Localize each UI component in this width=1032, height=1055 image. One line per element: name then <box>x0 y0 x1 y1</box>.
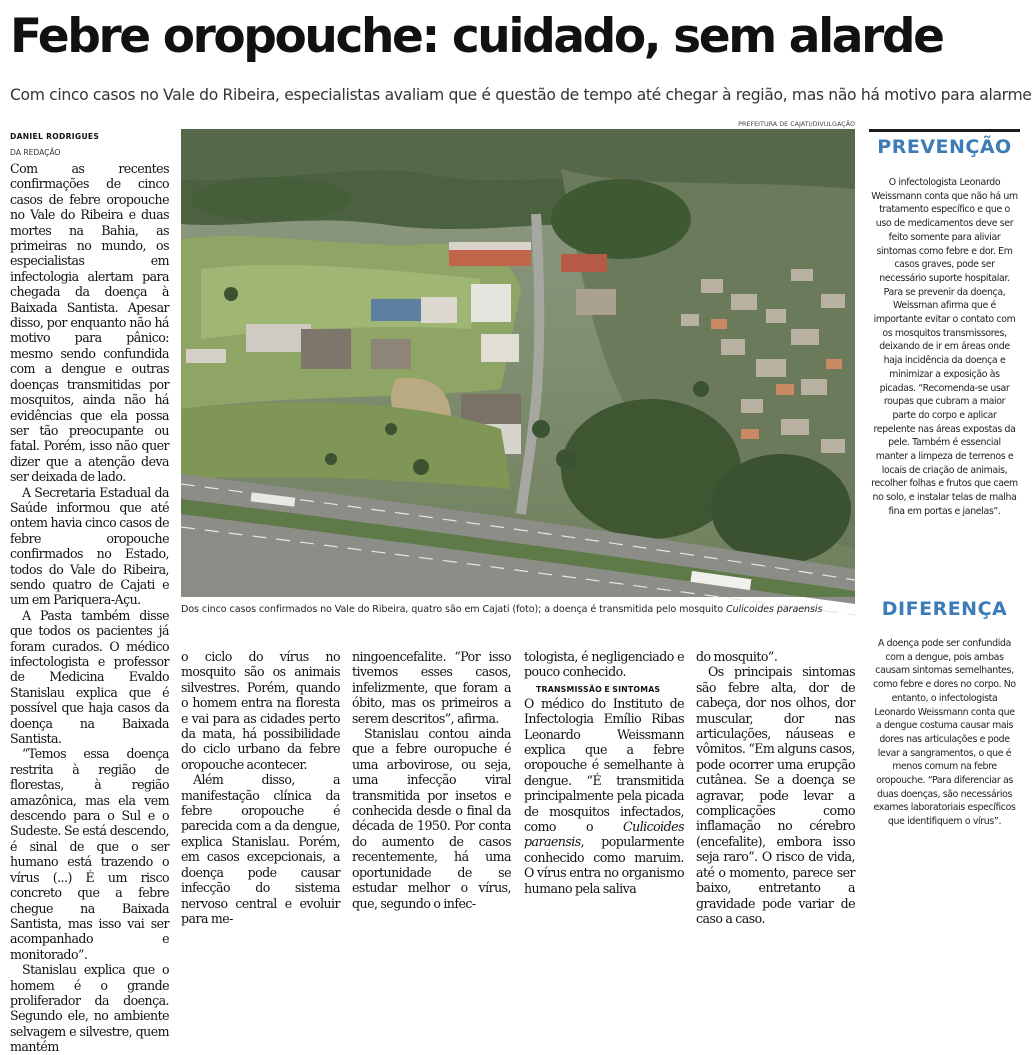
caption-text: Dos cinco casos confirmados no Vale do Ribeira, quatro são em Cajati (foto); a doença é transmitida pelo mosquito <box>181 604 726 615</box>
paragraph: tologista, é negligenciado e pouco conhecido. <box>524 649 684 680</box>
paragraph: A Pasta também disse que todos os pacientes já foram curados. O médico infectologista e professor de Medicina Evaldo Stanislau explica que é possível que haja casos da doença na Baixada Santista. <box>10 607 169 747</box>
article-column-5 <box>696 649 855 926</box>
paragraph: o ciclo do vírus no mosquito são os animais silvestres. Porém, quando o homem entra na floresta e vai para as cidades perto da mata, há possibilidade do ciclo urbano da febre oropouche acontecer. <box>181 649 340 772</box>
article-column-3 <box>352 649 511 911</box>
subheadline: Com cinco casos no Vale do Ribeira, especialistas avaliam que é questão de tempo até chegar à região, mas não há motivo para alarme <box>10 86 1032 104</box>
headline: Febre oropouche: cuidado, sem alarde <box>10 9 943 64</box>
sidebar-title-difference: DIFERENÇA <box>881 598 1008 620</box>
byline: DANIEL RODRIGUES <box>10 132 100 141</box>
article-column-2 <box>181 649 340 926</box>
article-column-1 <box>10 161 169 1055</box>
article-column-4 <box>524 649 684 896</box>
sidebar-box <box>869 129 1020 890</box>
photo-caption <box>181 603 855 617</box>
aerial-photo <box>181 129 855 597</box>
sidebar-title-prevention: PREVENÇÃO <box>877 136 1012 158</box>
species-name: Culicoides paraensis <box>524 819 684 850</box>
paragraph: Stanislau explica que o homem é o grande proliferador da doença. Segundo ele, no ambiente selvagem e silvestre, quem mantém <box>10 962 169 1055</box>
paragraph: A Secretaria Estadual da Saúde informou que até ontem havia cinco casos de febre oropouche confirmados no Estado, todos do Vale do Ribeira, sendo quatro de Cajati e um em Pariquera-Açu. <box>10 484 169 608</box>
aerial-photo-illustration <box>181 129 855 597</box>
paragraph: Os principais sintomas são febre alta, dor de cabeça, dor nos olhos, dor muscular, dor nas articulações, náuseas e vômitos. “Em alguns casos, pode ocorrer uma erupção cutânea. Se a doença se agravar, pode levar a complicações como inflamação no cérebro (encefalite), embora isso seja raro”. O risco de vida, até o momento, parece ser baixo, entretanto a gravidade pode variar de caso a caso. <box>696 664 855 926</box>
paragraph <box>524 696 684 896</box>
paragraph-text: O médico do Instituto de Infectologia Emílio Ribas Leonardo Weissmann explica que a febre oropouche é semelhante à dengue. “É transmitida principalmente pela picada de mosquitos infectados, como o <box>524 695 684 835</box>
paragraph: do mosquito”. <box>696 649 778 664</box>
paragraph: Stanislau contou ainda que a febre ouropuche é uma arbovirose, ou seja, uma infecção viral transmitida por insetos e conhecida desde o final da década de 1950. Por conta do aumento de casos recentemente, há uma oportunidade de se estudar melhor o vírus, que, segundo o infec- <box>352 726 511 911</box>
paragraph: ningoencefalite. “Por isso tivemos esses casos, infelizmente, que foram a óbito, mas os primeiros a serem descritos”, afirma. <box>352 649 511 726</box>
paragraph: “Temos essa doença restrita à região de florestas, à região amazônica, mas ela vem descendo para o Sul e o Sudeste. Se está descendo, é sinal de que o ser humano está trazendo o vírus (...) É um risco concreto que a febre chegue na Baixada Santista, mas isso vai ser acompanhado e monitorado”. <box>10 746 169 962</box>
paragraph: Além disso, a manifestação clínica da febre oropouche é parecida com a da dengue, explica Stanislau. Porém, em casos excepcionais, a doença pode causar infecção do sistema nervoso central e evoluir para me- <box>181 772 340 926</box>
paragraph: Com as recentes confirmações de cinco casos de febre oropouche no Vale do Ribeira e duas mortes na Bahia, as primeiras no mundo, os especialistas em infectologia alertam para chegada da doença à Baixada Santista. Apesar disso, por enquanto não há motivo para pânico: mesmo sendo confundida com a dengue e outras doenças transmitidas por mosquitos, ainda não há evidências que ela possa ser tão preocupante ou fatal. Porém, isso não quer dizer que a atenção deva ser deixada de lado. <box>10 161 169 485</box>
photo-credit: PREFEITURA DE CAJATI/DIVULGAÇÃO <box>738 120 855 128</box>
sidebar-text-difference: A doença pode ser confundida com a dengue, pois ambas causam sintomas semelhantes, como febre e dores no corpo. No entanto, o infectologista Leonardo Weissmann conta que a dengue costuma causar mais dores nas articulações e pode levar a sangramentos, o que é menos comum na febre oropouche. “Para diferenciar as duas doenças, são necessários exames laboratoriais específicos que identifiquem o vírus”. <box>873 638 1016 828</box>
paragraph-text: , popularmente conhecido como maruim. O vírus entra no organismo humano pela saliva <box>524 834 684 896</box>
intertitle: TRANSMISSÃO E SINTOMAS <box>536 684 661 694</box>
caption-species: Culicoides paraensis <box>725 604 823 615</box>
desk-label: DA REDAÇÃO <box>10 148 61 157</box>
sidebar-text-prevention: O infectologista Leonardo Weissmann conta que não há um tratamento específico e que o uso de medicamentos deve ser feito somente para aliviar sintomas como febre e dor. Em casos graves, pode ser necessário suporte hospitalar. Para se prevenir da doença, Weissman afirma que é importante evitar o contato com os mosquitos transmissores, deixando de ir em áreas onde haja incidência da doença e minimizar a exposição às picadas. “Recomenda-se usar roupas que cubram a maior parte do corpo e aplicar repelente nas áreas expostas da pele. Também é essencial manter a limpeza de terrenos e locais de criação de animais, recolher folhas e frutos que caem no solo, e instalar telas de malha fina em portas e janelas”. <box>871 177 1018 517</box>
